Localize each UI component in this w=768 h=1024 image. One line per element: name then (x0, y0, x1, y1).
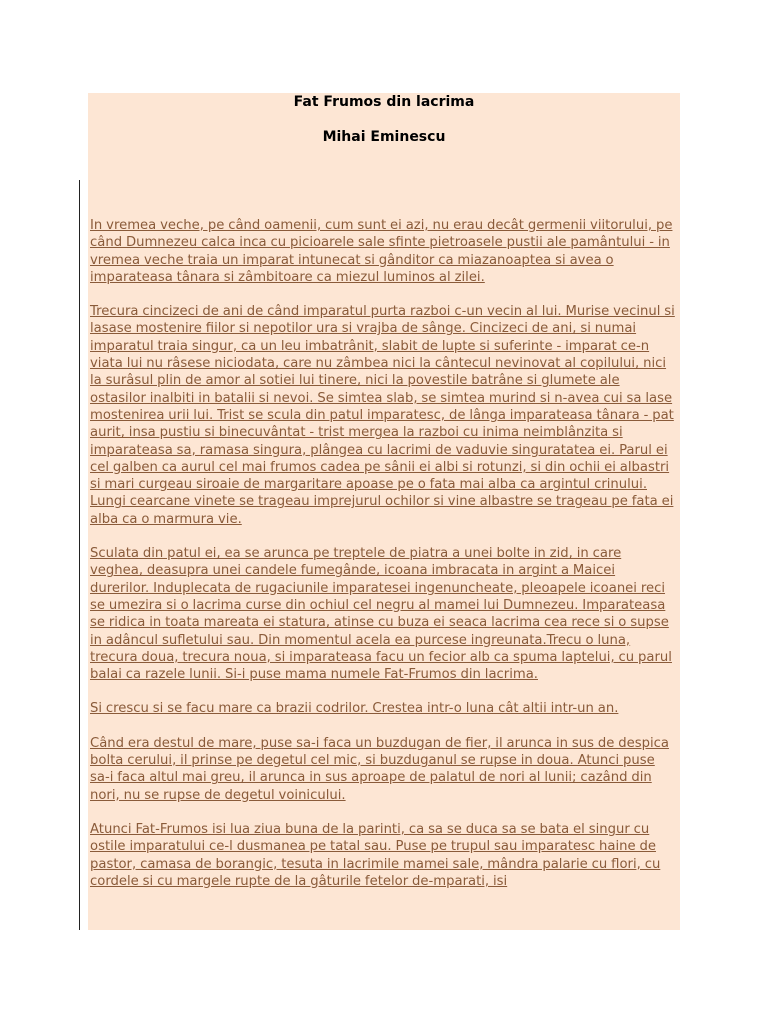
paragraph-5[interactable]: Când era destul de mare, puse sa-i faca un buzdugan de fier, il arunca in sus de despica bolta cerului, il prinse pe degetul cel mic, si buzduganul se rupse in doua. Atunci puse sa-i faca altul mai greu, il arunca in sus aproape de palatul de nori al lunii; cazând din nori, nu se rupse de degetul voinicului. (90, 735, 669, 803)
paragraph-2[interactable]: Trecura cincizeci de ani de când imparatul purta razboi c-un vecin al lui. Murise vecinul si lasase mostenire fiilor si nepotilor ura si vrajba de sânge. Cincizeci de ani, si numai imparatul traia singur, ca un leu imbatrânit, slabit de lupte si suferinte - imparat ce-n viata lui nu râsese niciodata, care nu zâmbea nici la cântecul nevinovat al copilului, nici la surâsul plin de amor al sotiei lui tinere, nici la povestile batrâne si glumete ale ostasilor inalbiti in batalii si nevoi. Se simtea slab, se simtea murind si n-avea cui sa lase mostenirea urii lui. Trist se scula din patul imparatesc, de lânga imparateasa tânara - pat aurit, insa pustiu si binecuvântat - trist mergea la razboi cu inima neimblânzita si imparateasa sa, ramasa singura, plângea cu lacrimi de vaduvie singuratatea ei. Parul ei cel galben ca aurul cel mai frumos cadea pe sânii ei albi si rotunzi, si din ochii ei albastri si mari curgeau siroaie de margaritare apoase pe o fata mai alba ca argintul crinului. Lungi cearcane vinete se trageau imprejurul ochilor si vine albastre se trageau pe fata ei alba ca o marmura vie. (90, 304, 675, 527)
paragraph-4[interactable]: Si crescu si se facu mare ca brazii codrilor. Crestea intr-o luna cât altii intr-un an. (90, 701, 619, 717)
document-author: Mihai Eminescu (322, 129, 446, 145)
margin-rule (79, 180, 80, 930)
paragraph-3[interactable]: Sculata din patul ei, ea se arunca pe treptele de piatra a unei bolte in zid, in care veghea, deasupra unei candele fumegânde, icoana imbracata in argint a Maicei durerilor. Induplecata de rugaciunile imparatesei ingenuncheate, pleoapele icoanei reci se umezira si o lacrima curse din ochiul cel negru al mamei lui Dumnezeu. Imparateasa se ridica in toata mareata ei statura, atinse cu buza ei seaca lacrima cea rece si o supse in adâncul sufletului sau. Din momentul acela ea purcese ingreunata.Trecu o luna, trecura doua, trecura noua, si imparateasa facu un fecior alb ca spuma laptelui, cu parul balai ca razele lunii. Si-i puse mama numele Fat-Frumos din lacrima. (90, 546, 672, 683)
document-title: Fat Frumos din lacrima (293, 94, 475, 110)
paragraph-6[interactable]: Atunci Fat-Frumos isi lua ziua buna de la parinti, ca sa se duca sa se bata el singur cu ostile imparatului ce-l dusmanea pe tatal sau. Puse pe trupul sau imparatesc haine de pastor, camasa de borangic, tesuta in lacrimile mamei sale, mândra palarie cu flori, cu cordele si cu margele rupte de la gâturile fetelor de-mparati, isi (90, 821, 661, 889)
document-page (88, 93, 680, 930)
document-body (90, 217, 678, 907)
paragraph-1[interactable]: In vremea veche, pe când oamenii, cum sunt ei azi, nu erau decât germenii viitorului, pe când Dumnezeu calca inca cu picioarele sale sfinte pietroasele pustii ale pamântului - in vremea veche traia un imparat intunecat si gânditor ca miazanoaptea si avea o imparateasa tânara si zâmbitoare ca miezul luminos al zilei. (90, 218, 673, 285)
